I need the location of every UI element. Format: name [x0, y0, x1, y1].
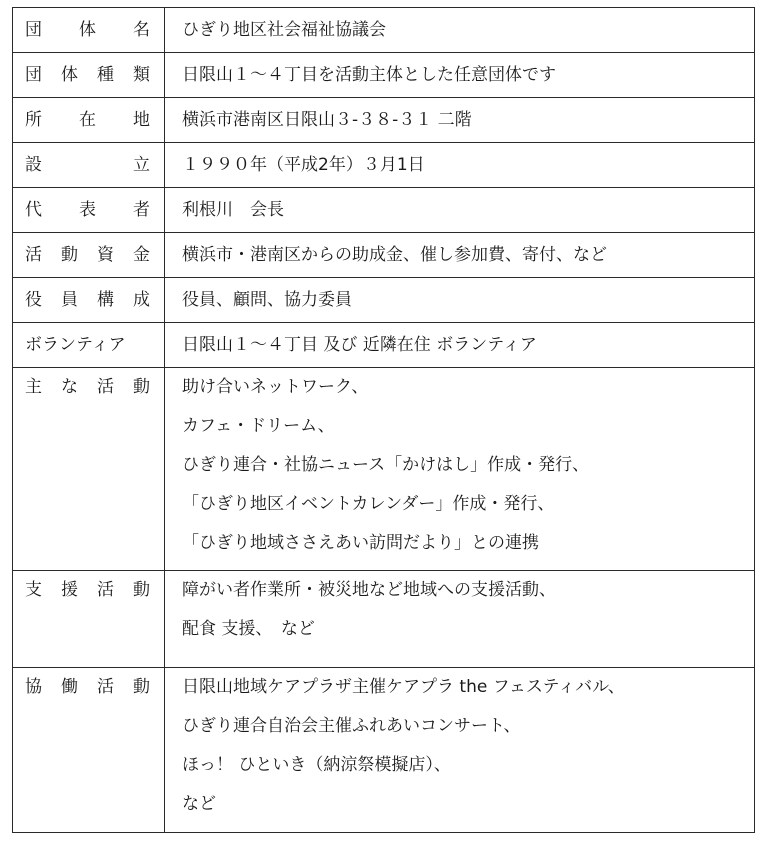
row-funding [13, 233, 755, 278]
activity-line: 障がい者作業所・被災地など地域への支援活動、 [182, 580, 556, 600]
row-established [13, 143, 755, 188]
label-cell [13, 188, 165, 233]
value-cell [165, 368, 755, 571]
label-cell [13, 8, 165, 53]
row-collaborative-activities [13, 668, 755, 833]
row-label: 団 体 種 類 [25, 65, 150, 85]
activity-line: 「ひぎり地区イベントカレンダー」作成・発行、 [182, 494, 555, 514]
value-cell [165, 8, 755, 53]
row-label: 代 表 者 [25, 200, 150, 220]
row-label: 主 な 活 動 [25, 377, 150, 397]
activity-line: ひぎり連合・社協ニュース「かけはし」作成・発行、 [182, 455, 590, 475]
value-cell [165, 188, 755, 233]
row-label: 団 体 名 [25, 20, 150, 40]
row-value: 日限山１～４丁目を活動主体とした任意団体です [182, 65, 556, 85]
label-cell [13, 233, 165, 278]
activity-line: 助け合いネットワーク、 [182, 377, 369, 397]
activity-line: ほっ！ ひといき（納涼祭模擬店）、 [182, 755, 451, 775]
label-cell [13, 98, 165, 143]
row-volunteers [13, 323, 755, 368]
value-cell [165, 571, 755, 668]
value-cell [165, 668, 755, 833]
label-cell [13, 323, 165, 368]
row-value: 利根川 会長 [182, 200, 284, 220]
label-cell [13, 278, 165, 323]
row-main-activities [13, 368, 755, 571]
row-label: ボランティア [25, 335, 126, 355]
value-cell [165, 233, 755, 278]
label-cell [13, 368, 165, 571]
organization-info-table [12, 7, 755, 833]
row-value: 役員、顧問、協力委員 [182, 290, 352, 310]
row-label: 支 援 活 動 [25, 580, 150, 600]
row-label: 活 動 資 金 [25, 245, 150, 265]
value-cell [165, 278, 755, 323]
row-organization-name [13, 8, 755, 53]
row-representative [13, 188, 755, 233]
label-cell [13, 53, 165, 98]
row-label: 設 立 [25, 155, 150, 175]
activity-line: など [182, 794, 216, 814]
row-label: 役 員 構 成 [25, 290, 150, 310]
value-cell [165, 143, 755, 188]
row-label: 協 働 活 動 [25, 677, 150, 697]
value-cell [165, 53, 755, 98]
row-value: 横浜市・港南区からの助成金、催し参加費、寄付、など [182, 245, 607, 265]
activity-line: 日限山地域ケアプラザ主催ケアプラ the フェスティバル、 [182, 677, 625, 697]
row-value: 横浜市港南区日限山３-３８-３１ 二階 [182, 110, 472, 130]
row-value: １９９０年（平成2年）３月1日 [182, 155, 425, 175]
value-cell [165, 323, 755, 368]
row-support-activities [13, 571, 755, 668]
row-organization-type [13, 53, 755, 98]
row-address [13, 98, 755, 143]
row-officers [13, 278, 755, 323]
activity-line: ひぎり連合自治会主催ふれあいコンサート、 [182, 716, 521, 736]
activity-line: 配食 支援、 など [182, 619, 315, 639]
row-value: ひぎり地区社会福祉協議会 [182, 20, 386, 40]
row-label: 所 在 地 [25, 110, 150, 130]
row-value: 日限山１～４丁目 及び 近隣在住 ボランティア [182, 335, 537, 355]
label-cell [13, 571, 165, 668]
activity-line: 「ひぎり地域ささえあい訪問だより」との連携 [182, 533, 539, 553]
activity-line: カフェ・ドリーム、 [182, 416, 335, 436]
value-cell [165, 98, 755, 143]
label-cell [13, 143, 165, 188]
label-cell [13, 668, 165, 833]
